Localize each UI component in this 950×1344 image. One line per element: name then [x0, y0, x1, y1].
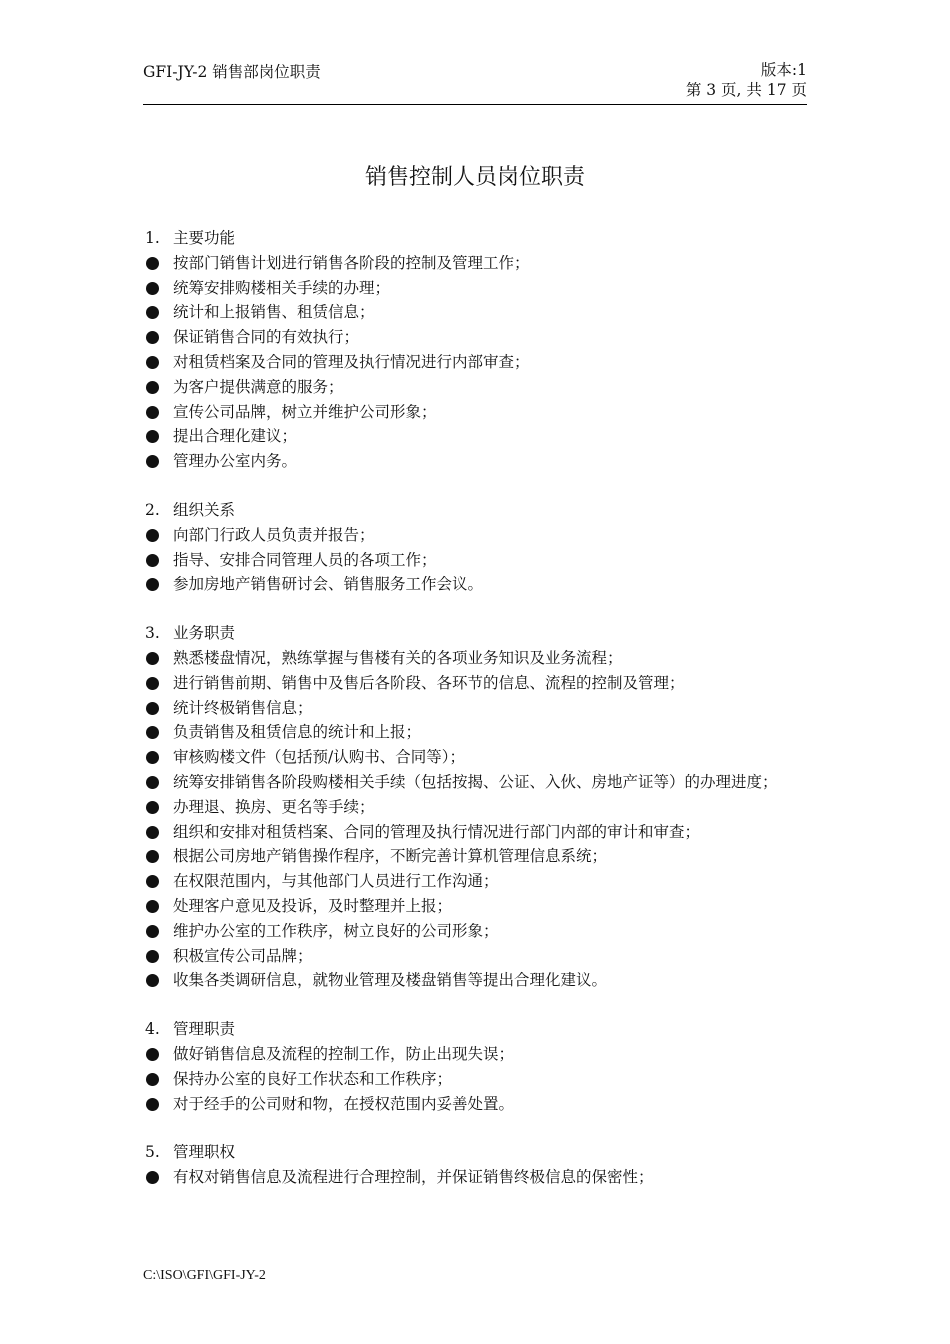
version-label: 版本:1	[760, 61, 807, 79]
list-item-text: 提出合理化建议；	[173, 427, 298, 446]
bullet-icon	[146, 652, 159, 665]
bullet-icon	[146, 554, 159, 567]
list-item-text: 统计和上报销售、租赁信息；	[173, 303, 375, 322]
footer-path: C:\ISO\GFI\GFI-JY-2	[143, 1268, 266, 1283]
bullet-icon	[146, 306, 159, 319]
bullet-icon	[146, 282, 159, 295]
section	[145, 1017, 825, 1116]
list-item-text: 保证销售合同的有效执行；	[173, 328, 360, 347]
section	[145, 226, 825, 474]
bullet-icon	[146, 529, 159, 542]
page-info: 第 3 页, 共 17 页	[685, 81, 807, 99]
bullet-icon	[146, 1171, 159, 1184]
bullet-icon	[146, 900, 159, 913]
bullet-icon	[146, 406, 159, 419]
section-number: 5.	[145, 1143, 160, 1162]
bullet-icon	[146, 455, 159, 468]
bullet-icon	[146, 776, 159, 789]
document-body	[145, 226, 825, 1214]
list-item-text: 对租赁档案及合同的管理及执行情况进行内部审查；	[173, 352, 530, 371]
list-item-text: 维护办公室的工作秩序，树立良好的公司形象；	[173, 921, 499, 940]
section-heading-text: 管理职责	[173, 1020, 236, 1039]
list-item-text: 保持办公室的良好工作状态和工作秩序；	[173, 1069, 453, 1088]
list-item	[145, 671, 825, 696]
section-heading	[145, 621, 825, 646]
list-item	[145, 720, 825, 745]
list-item	[145, 869, 825, 894]
section	[145, 498, 825, 597]
list-item	[145, 276, 825, 301]
list-item	[145, 449, 825, 474]
list-item-text: 组织和安排对租赁档案、合同的管理及执行情况进行部门内部的审计和审查；	[173, 822, 701, 841]
list-item-text: 在权限范围内，与其他部门人员进行工作沟通；	[173, 872, 499, 891]
list-item-text: 参加房地产销售研讨会、销售服务工作会议。	[173, 575, 484, 594]
page-header	[143, 58, 807, 105]
list-item-text: 按部门销售计划进行销售各阶段的控制及管理工作；	[173, 253, 530, 272]
list-item-text: 统筹安排销售各阶段购楼相关手续（包括按揭、公证、入伙、房地产证等）的办理进度；	[173, 772, 778, 791]
section-heading	[145, 1017, 825, 1042]
bullet-icon	[146, 751, 159, 764]
bullet-icon	[146, 1073, 159, 1086]
list-item	[145, 300, 825, 325]
bullet-icon	[146, 850, 159, 863]
section-number: 4.	[145, 1020, 160, 1039]
list-item-text: 统筹安排购楼相关手续的办理；	[173, 278, 391, 297]
list-item	[145, 646, 825, 671]
section-number: 3.	[145, 624, 160, 643]
bullet-icon	[146, 356, 159, 369]
list-item	[145, 1067, 825, 1092]
bullet-icon	[146, 331, 159, 344]
list-item-text: 指导、安排合同管理人员的各项工作；	[173, 550, 437, 569]
section-heading	[145, 1140, 825, 1165]
section-number: 2.	[145, 500, 160, 519]
section-heading-text: 业务职责	[173, 624, 236, 643]
list-item	[145, 844, 825, 869]
bullet-icon	[146, 381, 159, 394]
list-item	[145, 572, 825, 597]
list-item-text: 熟悉楼盘情况，熟练掌握与售楼有关的各项业务知识及业务流程；	[173, 648, 623, 667]
list-item-text: 处理客户意见及投诉，及时整理并上报；	[173, 896, 453, 915]
bullet-icon	[146, 826, 159, 839]
list-item-text: 负责销售及租赁信息的统计和上报；	[173, 723, 422, 742]
bullet-icon	[146, 677, 159, 690]
bullet-icon	[146, 702, 159, 715]
section-heading	[145, 498, 825, 523]
list-item	[145, 894, 825, 919]
list-item	[145, 795, 825, 820]
bullet-icon	[146, 430, 159, 443]
list-item-text: 有权对销售信息及流程进行合理控制，并保证销售终极信息的保密性；	[173, 1168, 654, 1187]
section-heading	[145, 226, 825, 251]
list-item	[145, 745, 825, 770]
list-item	[145, 548, 825, 573]
list-item-text: 根据公司房地产销售操作程序，不断完善计算机管理信息系统；	[173, 847, 608, 866]
list-item	[145, 770, 825, 795]
list-item	[145, 696, 825, 721]
section-heading-text: 主要功能	[173, 229, 236, 247]
list-item-text: 收集各类调研信息，就物业管理及楼盘销售等提出合理化建议。	[173, 971, 608, 990]
list-item-text: 办理退、换房、更名等手续；	[173, 797, 375, 816]
list-item-text: 审核购楼文件（包括预/认购书、合同等）；	[173, 748, 465, 767]
doc-code: GFI-JY-2 销售部岗位职责	[143, 63, 321, 81]
list-item	[145, 375, 825, 400]
bullet-icon	[146, 925, 159, 938]
list-item	[145, 424, 825, 449]
bullet-icon	[146, 726, 159, 739]
list-item-text: 向部门行政人员负责并报告；	[173, 525, 375, 544]
section-number: 1.	[145, 229, 160, 247]
list-item	[145, 919, 825, 944]
list-item-text: 管理办公室内务。	[173, 452, 298, 471]
bullet-icon	[146, 578, 159, 591]
bullet-icon	[146, 974, 159, 987]
bullet-icon	[146, 1098, 159, 1111]
bullet-icon	[146, 875, 159, 888]
list-item	[145, 944, 825, 969]
list-item	[145, 968, 825, 993]
list-item	[145, 325, 825, 350]
list-item-text: 为客户提供满意的服务；	[173, 377, 344, 396]
list-item	[145, 820, 825, 845]
bullet-icon	[146, 257, 159, 270]
list-item	[145, 251, 825, 276]
list-item	[145, 350, 825, 375]
list-item-text: 做好销售信息及流程的控制工作，防止出现失误；	[173, 1044, 515, 1063]
list-item	[145, 400, 825, 425]
section	[145, 1140, 825, 1190]
list-item-text: 宣传公司品牌，树立并维护公司形象；	[173, 402, 437, 421]
section-heading-text: 管理职权	[173, 1143, 236, 1162]
list-item	[145, 523, 825, 548]
list-item-text: 积极宣传公司品牌；	[173, 946, 313, 965]
list-item-text: 对于经手的公司财和物，在授权范围内妥善处置。	[173, 1094, 515, 1113]
section	[145, 621, 825, 993]
list-item-text: 统计终极销售信息；	[173, 698, 313, 717]
list-item	[145, 1042, 825, 1067]
list-item-text: 进行销售前期、销售中及售后各阶段、各环节的信息、流程的控制及管理；	[173, 673, 685, 692]
section-heading-text: 组织关系	[173, 500, 236, 519]
bullet-icon	[146, 801, 159, 814]
header-right	[686, 60, 807, 100]
page-title: 销售控制人员岗位职责	[364, 165, 585, 190]
bullet-icon	[146, 1048, 159, 1061]
list-item	[145, 1092, 825, 1117]
list-item	[145, 1165, 825, 1190]
bullet-icon	[146, 950, 159, 963]
